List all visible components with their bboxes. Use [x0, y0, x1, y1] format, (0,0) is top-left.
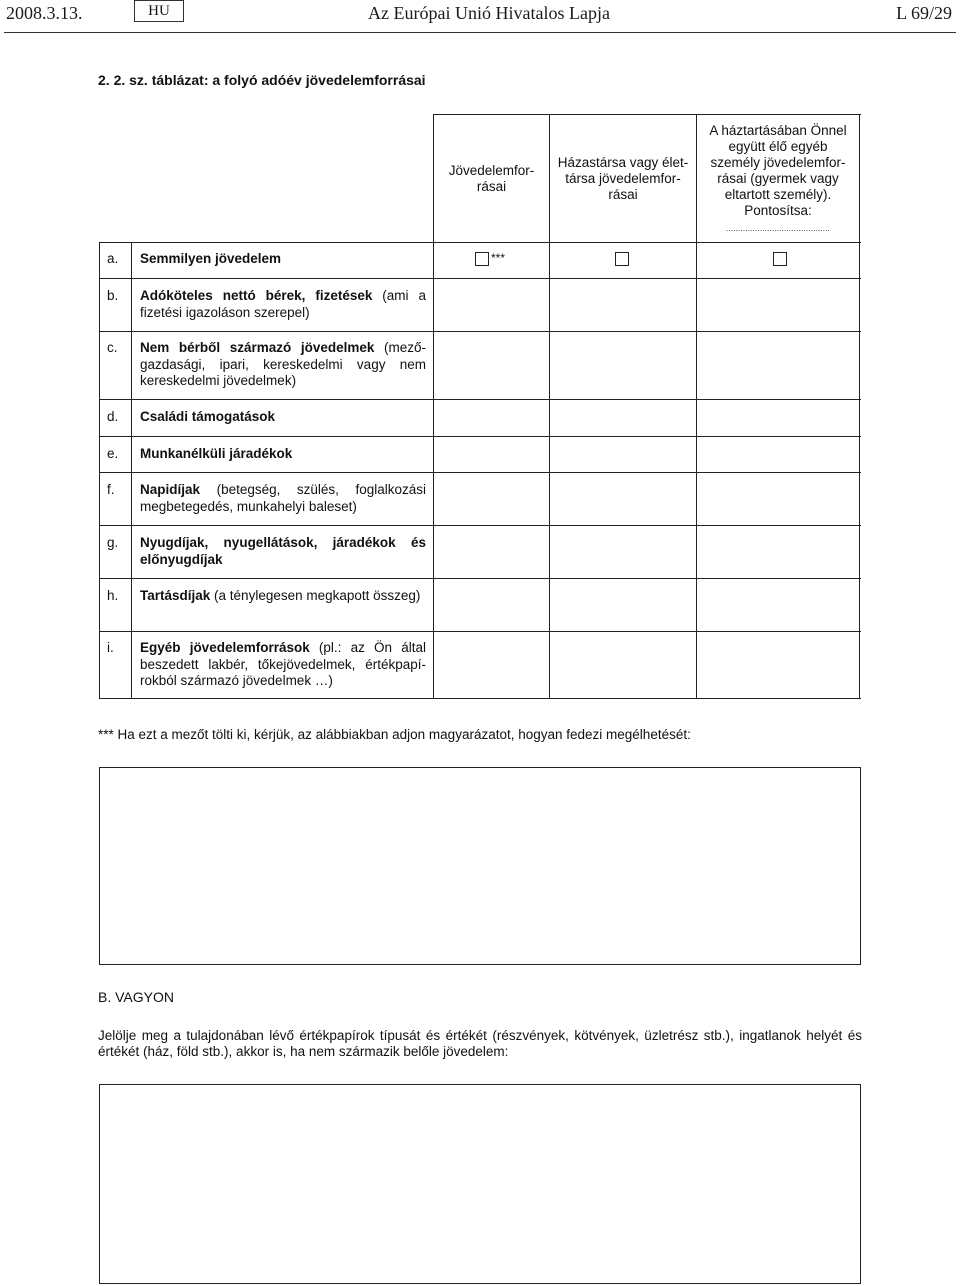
row-divider: [99, 399, 861, 400]
column-header-household-text: A háztartásában Önnel együtt élő egyéb személy jövedelemfor- rásai (gyermek vagy eltartott személy). Pontosítsa:: [709, 123, 847, 218]
row-divider: [99, 331, 861, 332]
checkbox-household-no-income[interactable]: [773, 252, 787, 266]
row-divider: [99, 578, 861, 579]
row-label: [140, 446, 426, 463]
row-label-rest: (mező-gazdasági, ipari, kereskedelmi vagy nem kereskedelmi jövedelmek): [140, 340, 426, 388]
row-label: [140, 482, 426, 515]
row-label-bold: Nyugdíjak, nyugellátások, járadékok és előnyugdíjak: [140, 535, 426, 567]
row-label-rest: (a ténylegesen megkapott összeg): [210, 588, 421, 603]
row-label: [140, 588, 426, 605]
row-label: [140, 640, 426, 690]
journal-title: Az Európai Unió Hivatalos Lapja: [368, 3, 610, 23]
assets-input-area[interactable]: [99, 1084, 861, 1284]
row-label-bold: Munkanélküli járadékok: [140, 446, 293, 461]
row-label: [140, 340, 426, 390]
row-label-bold: Nem bérből származó jövedelmek: [140, 340, 375, 355]
column-header-spouse-text: Házastársa vagy élet- társa jövedelemfor- rásai: [557, 155, 689, 202]
explanation-input-area[interactable]: [99, 767, 861, 965]
row-label-bold: Egyéb jövedelemforrások: [140, 640, 310, 655]
row-divider: [99, 631, 861, 632]
row-divider: [99, 525, 861, 526]
footnote-marker: ***: [491, 251, 506, 265]
row-letter: b.: [107, 288, 119, 303]
row-label: [140, 251, 426, 268]
page-header: [0, 0, 960, 34]
section-b-instruction: Jelölje meg a tulajdonában lévő értékpapírok típusát és értékét (részvények, kötvények, üzletrész stb.), ingatlanok helyét és értékét (ház, föld stb.), akkor is, ha nem származik belőle jövedelem:: [98, 1028, 862, 1059]
row-label: [140, 409, 426, 426]
row-divider: [99, 436, 861, 437]
col-divider: [433, 114, 434, 699]
row-divider: [99, 242, 861, 243]
row-letter: c.: [107, 340, 118, 355]
row-label-bold: Semmilyen jövedelem: [140, 251, 282, 266]
row-letter: h.: [107, 588, 119, 603]
col-divider: [131, 242, 132, 699]
specify-dots: ...........................................: [725, 224, 831, 233]
row-letter: a.: [107, 251, 119, 266]
row-label-rest: (ami a fizetési igazoláson szerepel): [140, 288, 426, 320]
row-letter: f.: [107, 482, 115, 497]
row-letter: e.: [107, 446, 119, 461]
column-header-household: [698, 123, 858, 237]
row-label-bold: Tartásdíjak: [140, 588, 211, 603]
row-label-bold: Adóköteles nettó bérek, fizetések: [140, 288, 373, 303]
row-label: [140, 288, 426, 321]
table-bottom-border: [99, 698, 861, 699]
col-divider: [696, 114, 697, 699]
row-label-bold: Családi támogatások: [140, 409, 276, 424]
row-divider: [99, 472, 861, 473]
row-divider: [99, 278, 861, 279]
row-letter: g.: [107, 535, 119, 550]
page-number: L 69/29: [896, 3, 952, 23]
section-b-heading: B. VAGYON: [98, 989, 174, 1005]
column-header-own: [435, 163, 548, 195]
language-code-box: HU: [134, 0, 184, 22]
col-divider: [99, 242, 100, 699]
row-label-rest: (betegség, szülés, foglalkozási megbetegedés, munkahelyi baleset): [140, 482, 426, 514]
checkbox-own-no-income[interactable]: [475, 252, 489, 266]
table-caption: 2. 2. sz. táblázat: a folyó adóév jövedelemforrásai: [98, 72, 426, 88]
row-label: [140, 535, 426, 568]
column-header-own-text: Jövedelemfor- rásai: [448, 163, 535, 194]
publication-date: 2008.3.13.: [6, 3, 83, 23]
row-letter: i.: [107, 640, 114, 655]
row-label-bold: Napidíjak: [140, 482, 201, 497]
column-header-spouse: [551, 155, 695, 203]
col-divider: [549, 114, 550, 699]
row-letter: d.: [107, 409, 119, 424]
col-divider: [859, 114, 860, 699]
header-rule: [4, 32, 956, 33]
row-label-rest: (pl.: az Ön által beszedett lakbér, tőkejövedelmek, értékpapí-rokból származó jövedelmek …): [140, 640, 426, 688]
checkbox-spouse-no-income[interactable]: [615, 252, 629, 266]
footnote-text: *** Ha ezt a mezőt tölti ki, kérjük, az alábbiakban adjon magyarázatot, hogyan fedezi megélhetését:: [98, 727, 691, 742]
table-top-border: [433, 114, 861, 115]
